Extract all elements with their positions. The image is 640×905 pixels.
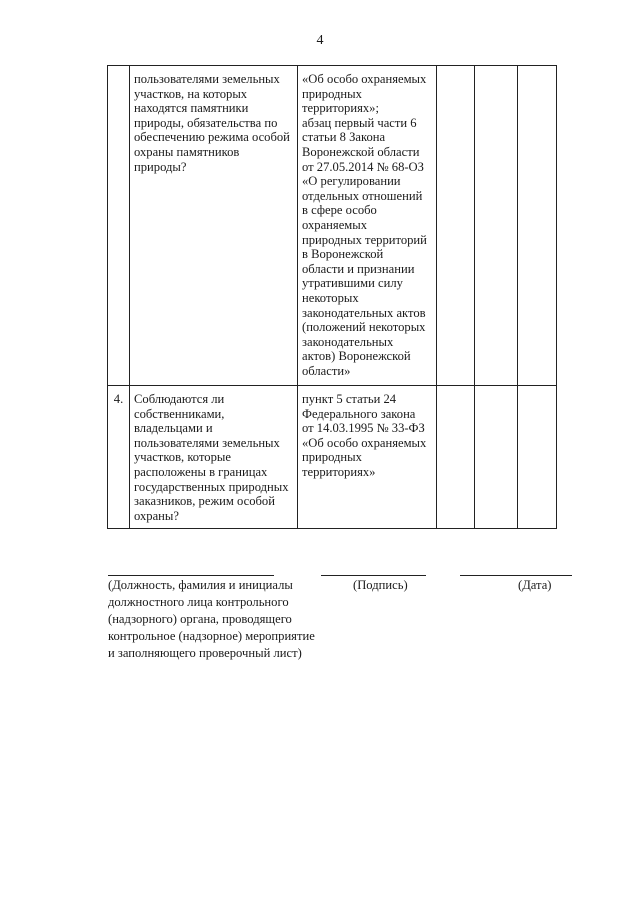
answer-cell-yes[interactable] [437,386,475,529]
date-caption: (Дата) [518,578,552,592]
signature-caption: (Подпись) [353,578,408,592]
table-row [108,386,557,529]
answer-cell-yes[interactable] [437,66,475,386]
signature-line [321,575,426,576]
question-cell: Соблюдаются ли собственниками, владельцами и пользователями земельных участков, которые расположены в границах государственных природных заказников, режим особой охраны? [130,386,298,529]
question-cell: пользователями земельных участков, на которых находятся памятники природы, обязательства по обеспечению режима особой охраны памятников природы? [130,66,298,386]
row-number: 4. [108,386,130,529]
official-signature-line [108,575,274,576]
checklist-table [107,65,557,529]
answer-cell-na[interactable] [518,66,557,386]
legal-basis-cell: пункт 5 статьи 24 Федерального закона от 14.03.1995 № 33-ФЗ «Об особо охраняемых природных территориях» [298,386,437,529]
answer-cell-no[interactable] [475,66,518,386]
official-caption: (Должность, фамилия и инициалы должностного лица контрольного (надзорного) органа, проводящего контрольное (надзорное) мероприятие и заполняющего проверочный лист) [108,578,315,660]
page-number: 4 [316,33,324,48]
answer-cell-na[interactable] [518,386,557,529]
row-number [108,66,130,386]
table-row [108,66,557,386]
date-line [460,575,572,576]
legal-basis-cell: «Об особо охраняемых природных территориях»; абзац первый части 6 статьи 8 Закона Воронежской области от 27.05.2014 № 68-ОЗ «О регулировании отдельных отношений в сфере особо охраняемых природных территорий в Воронежской области и признании утратившими силу некоторых законодательных актов (положений некоторых законодательных актов) Воронежской области» [298,66,437,386]
answer-cell-no[interactable] [475,386,518,529]
